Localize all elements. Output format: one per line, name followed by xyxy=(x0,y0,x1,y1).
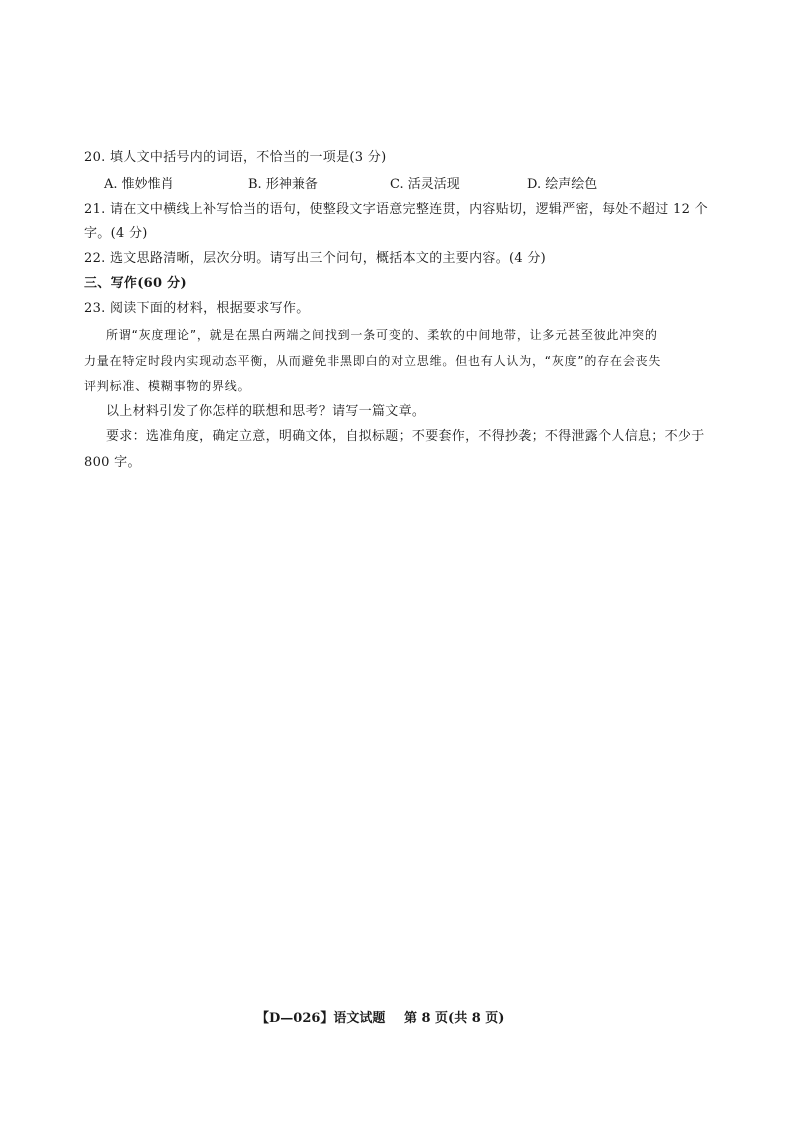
q23-requirement-line2: 800 字。 xyxy=(84,455,141,470)
q23-requirement-line1: 要求：选准角度，确定立意，明确文体，自拟标题；不要套作，不得抄袭；不得泄露个人信息；不少于 xyxy=(106,429,705,444)
q20-option-d: D. 绘声绘色 xyxy=(527,177,598,192)
q20-option-a: A. 惟妙惟肖 xyxy=(104,177,174,192)
q23-material-line3: 评判标准、模糊事物的界线。 xyxy=(84,379,251,393)
q20-stem: 20. 填人文中括号内的词语，不恰当的一项是(3 分) xyxy=(84,150,387,165)
q23-stem: 23. 阅读下面的材料，根据要求写作。 xyxy=(84,301,310,316)
q23-prompt: 以上材料引发了你怎样的联想和思考？请写一篇文章。 xyxy=(106,404,426,419)
q23-material-line2: 力量在特定时段内实现动态平衡，从而避免非黑即白的对立思维。但也有人认为，“灰度”的存在会丧失 xyxy=(84,354,662,368)
q21-line2: 字。(4 分) xyxy=(84,226,148,241)
section3-heading: 三、写作(60 分) xyxy=(84,276,187,291)
q22-text: 22. 选文思路清晰，层次分明。请写出三个问句，概括本文的主要内容。(4 分) xyxy=(84,251,547,266)
q23-material-line1: 所谓“灰度理论”，就是在黑白两端之间找到一条可变的、柔软的中间地带，让多元甚至彼此冲突的 xyxy=(106,328,658,342)
q20-option-c: C. 活灵活现 xyxy=(390,177,460,192)
q21-line1: 21. 请在文中横线上补写恰当的语句，使整段文字语意完整连贯，内容贴切，逻辑严密，每处不超过 12 个 xyxy=(84,202,708,217)
page-footer xyxy=(256,1007,518,1026)
footer-exam-code: 【D—026】语文试题 xyxy=(256,1011,386,1026)
footer-page-number: 第 8 页(共 8 页) xyxy=(403,1011,505,1026)
q20-option-b: B. 形神兼备 xyxy=(248,177,318,192)
